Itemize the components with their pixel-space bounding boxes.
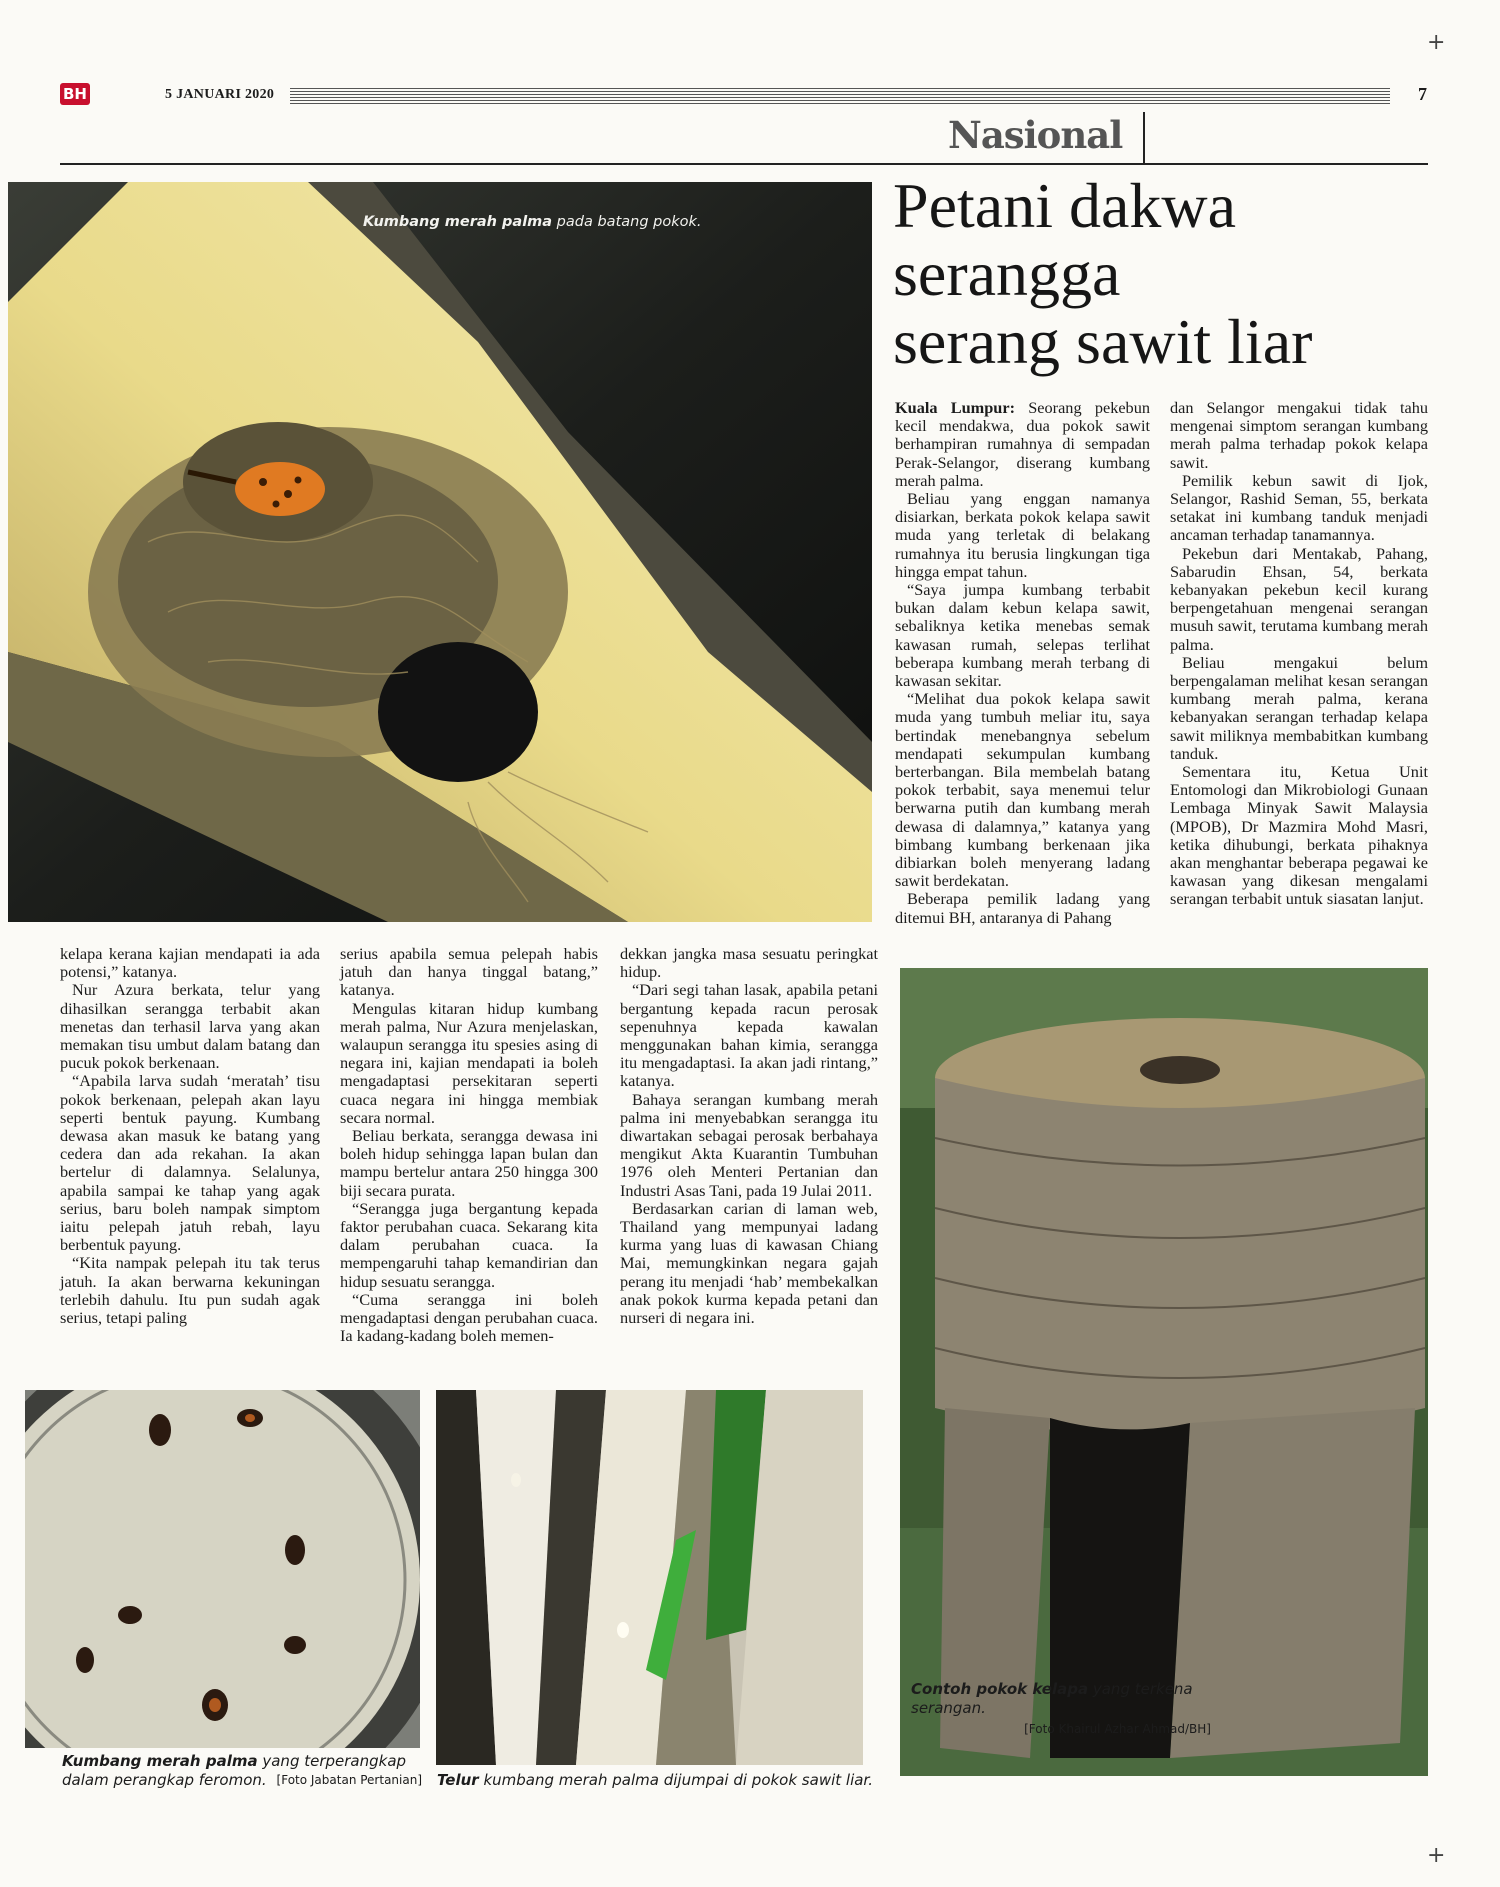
headline-line-1: Petani dakwa <box>893 170 1236 241</box>
photo-damaged-trunk <box>900 968 1428 1776</box>
paragraph: Bahaya serangan kumbang merah palma ini menyebabkan serangga itu diwartakan sebagai perosak berbahaya mengikut Akta Kuarantin Tumbuhan 1976 oleh Menteri Pertanian dan Industri Asas Tani, pada 19 Julai 2011. <box>620 1089 878 1200</box>
caption-eggs-bold: Telur <box>437 1771 479 1789</box>
page-number: 7 <box>1418 84 1427 104</box>
article-column-right-1 <box>895 399 1150 927</box>
paragraph: Mengulas kitaran hidup kumbang merah palma, Nur Azura menjelaskan, walaupun serangga itu spesies asing di negara ini, kajian mendapati ia boleh mengadaptasi persekitaran seperti cuaca negara ini hingga membiak secara normal. <box>340 998 598 1127</box>
headline-line-3: serang sawit liar <box>893 306 1313 377</box>
paragraph: serius apabila semua pelepah habis jatuh dan hanya tinggal batang,” katanya. <box>340 944 598 1000</box>
trunk-illustration <box>900 968 1428 1776</box>
caption-main-rest: pada batang pokok. <box>552 214 702 230</box>
caption-trap-bold: Kumbang merah palma <box>62 1752 258 1770</box>
caption-eggs <box>437 1771 877 1789</box>
article-column-bottom-1 <box>60 945 320 1327</box>
eggs-illustration <box>436 1390 863 1765</box>
logo-badge <box>60 83 90 105</box>
paragraph: Beberapa pemilik ladang yang ditemui BH, antaranya di Pahang <box>895 889 1150 927</box>
headline-line-2: serangga <box>893 238 1121 309</box>
caption-eggs-rest: kumbang merah palma dijumpai di pokok sawit liar. <box>478 1771 873 1789</box>
paragraph: Sementara itu, Ketua Unit Entomologi dan Mikrobiologi Gunaan Lembaga Minyak Sawit Malaysia (MPOB), Dr Mazmira Mohd Masri, ketika dihubungi, berkata pihaknya akan menghantar beberapa pegawai ke kawasan yang dikesan mengalami serangan terbabit untuk siasatan lanjut. <box>1170 762 1428 909</box>
crop-mark-top: + <box>1427 30 1446 55</box>
paragraph: Pemilik kebun sawit di Ijok, Selangor, Rashid Seman, 55, berkata setakat ini kumbang tanduk menjadi ancaman terhadap tanamannya. <box>1170 470 1428 545</box>
crop-mark-bottom: + <box>1427 1843 1446 1868</box>
paragraph: Nur Azura berkata, telur yang dihasilkan serangga terbabit akan menetas dan terhasil larva yang akan memakan tisu umbut dalam batang dan pucuk pokok berkenaan. <box>60 980 320 1073</box>
paragraph: Pekebun dari Mentakab, Pahang, Sabarudin Ehsan, 54, berkata kebanyakan pekebun kecil kurang berpengetahuan mengenai serangan musuh sawit, terutama kumbang merah palma. <box>1170 543 1428 654</box>
paragraph: “Kita nampak pelepah itu tak terus jatuh. Ia akan berwarna kekuningan terlebih dahulu. Itu pun sudah agak serius, tetapi paling <box>60 1253 320 1328</box>
caption-trunk-rest: yang terkena serangan. <box>911 1680 1193 1717</box>
photo-pheromone-trap <box>25 1390 420 1748</box>
paragraph: dan Selangor mengakui tidak tahu mengenai simptom serangan kumbang merah palma terhadap pokok kelapa sawit. <box>1170 398 1428 472</box>
caption-trap-credit: [Foto Jabatan Pertanian] <box>276 1773 422 1787</box>
photo-weevil-on-trunk <box>8 182 872 922</box>
headline <box>893 172 1423 376</box>
paragraph: kelapa kerana kajian mendapati ia ada potensi,” katanya. <box>60 944 320 982</box>
paragraph: “Dari segi tahan lasak, apabila petani bergantung kepada racun perosak sepenuhnya kepada kawalan menggunakan bahan kimia, serangga itu mengadaptasi. Ia akan jadi rintang,” katanya. <box>620 980 878 1091</box>
masthead-rules <box>290 88 1390 104</box>
dateline: Kuala Lumpur: <box>895 398 1015 417</box>
paragraph: “Serangga juga bergantung kepada faktor perubahan cuaca. Sekarang kita dalam perubahan cuaca. Ia mempengaruhi tahap kemandirian dan hidup sesuatu serangga. <box>340 1198 598 1291</box>
caption-trap-rest: yang terperangkap dalam perangkap feromon. <box>62 1752 407 1789</box>
section-title: Nasional <box>948 113 1123 157</box>
paragraph: Kuala Lumpur: Seorang pekebun kecil mendakwa, dua pokok sawit berhampiran rumahnya di sempadan Perak-Selangor, diserang kumbang merah palma. <box>895 398 1150 490</box>
paragraph: “Apabila larva sudah ‘meratah’ tisu pokok berkenaan, pelepah akan layu seperti bentuk payung. Kumbang dewasa akan masuk ke batang yang cedera dan ada rekahan. Ia akan bertelur di dalamnya. Selalunya, apabila sampai ke tahap yang agak serius, baru boleh nampak simptom iaitu pelepah jatuh rebah, layu berbentuk payung. <box>60 1071 320 1255</box>
paragraph: Berdasarkan carian di laman web, Thailand yang mempunyai ladang kurma yang luas di kawasan Chiang Mai, memungkinkan negara gajah perang itu menjadi ‘hab’ membekalkan anak pokok kurma kepada petani dan nurseri di negara ini. <box>620 1198 878 1328</box>
caption-trunk-credit: [Foto Khairul Azhar Ahmad/BH] <box>1024 1722 1211 1736</box>
logo-text: BH <box>63 85 87 103</box>
paragraph: “Saya jumpa kumbang terbabit bukan dalam kebun kelapa sawit, sebaliknya ketika menebas semak kawasan rumah, selepas terlihat beberapa kumbang merah terbang di kawasan sekitar. <box>895 580 1150 691</box>
caption-trunk <box>911 1680 1211 1739</box>
article-column-bottom-3 <box>620 945 878 1327</box>
article-column-bottom-2 <box>340 945 598 1345</box>
paragraph: Beliau berkata, serangga dewasa ini boleh hidup sehingga lapan bulan dan mampu bertelur antara 250 hingga 300 biji secara purata. <box>340 1126 598 1200</box>
caption-main-bold: Kumbang merah palma <box>363 214 553 230</box>
paragraph: “Melihat dua pokok kelapa sawit muda yang tumbuh meliar itu, saya bertindak menebangnya sebelum mendapati sekumpulan kumbang berterbangan. Bila membelah batang pokok terbabit, saya menemui telur berwarna putih dan kumbang merah dewasa di dalamnya,” katanya yang bimbang kumbang berkenaan jika dibiarkan boleh menyerang ladang sawit berdekatan. <box>895 689 1150 891</box>
section-rule <box>60 163 1428 165</box>
caption-trunk-bold: Contoh pokok kelapa <box>911 1680 1089 1698</box>
issue-date: 5 JANUARI 2020 <box>165 87 275 102</box>
trap-illustration <box>25 1390 420 1748</box>
paragraph: Beliau mengakui belum berpengalaman melihat kesan serangan kumbang merah palma, kerana kebanyakan serangan terhadap kelapa sawit miliknya membabitkan kumbang tanduk. <box>1170 652 1428 763</box>
paragraph: dekkan jangka masa sesuatu peringkat hidup. <box>620 944 878 982</box>
paragraph: “Cuma serangga ini boleh mengadaptasi dengan perubahan cuaca. Ia kadang-kadang boleh memen- <box>340 1289 598 1346</box>
caption-trap <box>62 1752 422 1790</box>
section-divider-vertical <box>1143 112 1145 164</box>
article-column-right-2 <box>1170 399 1428 909</box>
photo-caption-main <box>363 214 702 230</box>
paragraph: Beliau yang enggan namanya disiarkan, berkata pokok kelapa sawit muda yang terletak di belakang rumahnya itu berusia lingkungan tiga hingga empat tahun. <box>895 489 1150 581</box>
weevil-illustration <box>8 182 872 922</box>
photo-eggs-on-trunk <box>436 1390 863 1765</box>
